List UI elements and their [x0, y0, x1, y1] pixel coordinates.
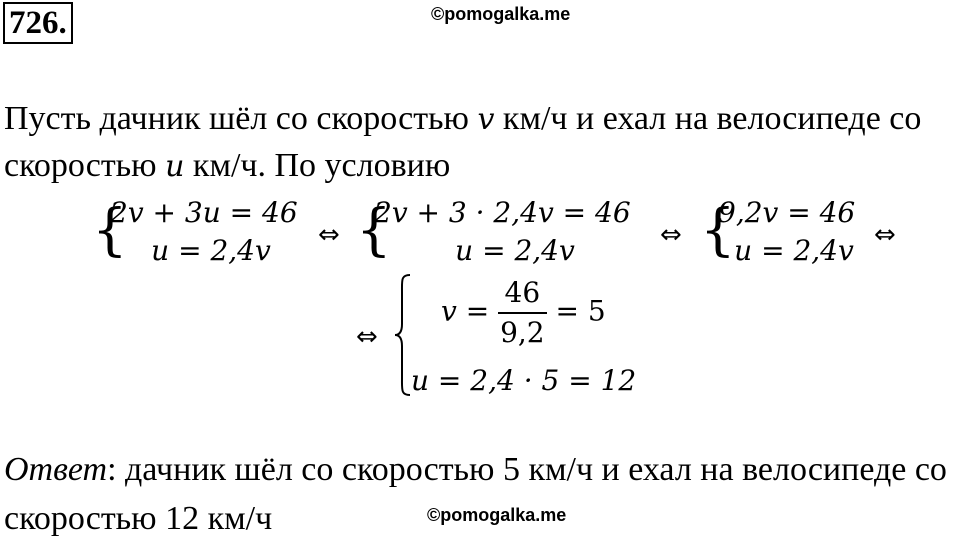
equiv-arrow: ⇔: [356, 322, 378, 352]
answer-label: Ответ: [4, 451, 108, 488]
equiv-arrow: ⇔: [660, 220, 682, 250]
answer-line-1: [4, 451, 947, 489]
intro-line-2: [4, 147, 450, 185]
problem-number: 726.: [3, 2, 73, 44]
system-3: [700, 194, 870, 270]
fraction: [498, 274, 547, 352]
equation-u: u = 2,4 · 5 = 12: [411, 364, 637, 397]
large-brace: [393, 272, 413, 398]
denominator: 9,2: [500, 316, 545, 349]
equation: u = 2,4v: [734, 234, 854, 267]
equation: 2v + 3u = 46: [110, 196, 298, 229]
intro-text: км/ч и ехал на велосипеде со: [494, 100, 922, 137]
var-u: u: [165, 149, 185, 184]
brace: {: [700, 198, 736, 263]
system-4: [393, 272, 663, 402]
brace: {: [356, 198, 392, 263]
intro-text: скоростью: [4, 147, 166, 184]
equation: 9,2v = 46: [718, 196, 856, 229]
equation: u = 2,4v: [151, 234, 271, 267]
equiv-arrow: ⇔: [874, 220, 896, 250]
watermark-bottom: ©pomogalka.me: [427, 505, 567, 525]
equation: 2v + 3 · 2,4v = 46: [374, 196, 631, 229]
intro-text: км/ч. По условию: [184, 147, 451, 184]
equation: u = 2,4v: [455, 234, 575, 267]
equiv-arrow: ⇔: [318, 220, 340, 250]
answer-text: : дачник шёл со скоростью 5 км/ч и ехал на велосипеде со: [107, 451, 947, 488]
equation-v: v = $\frac{46}{9,2}$ = 5: [441, 274, 606, 352]
brace: {: [92, 198, 128, 263]
system-2: [356, 194, 656, 270]
intro-line-1: [4, 100, 921, 138]
watermark-top: ©pomogalka.me: [431, 4, 571, 24]
var-v: v: [477, 102, 495, 137]
answer-line-2: скоростью 12 км/ч: [4, 500, 273, 537]
intro-text: Пусть дачник шёл со скоростью: [4, 100, 478, 137]
numerator: 46: [504, 276, 541, 309]
system-1: [92, 194, 312, 270]
